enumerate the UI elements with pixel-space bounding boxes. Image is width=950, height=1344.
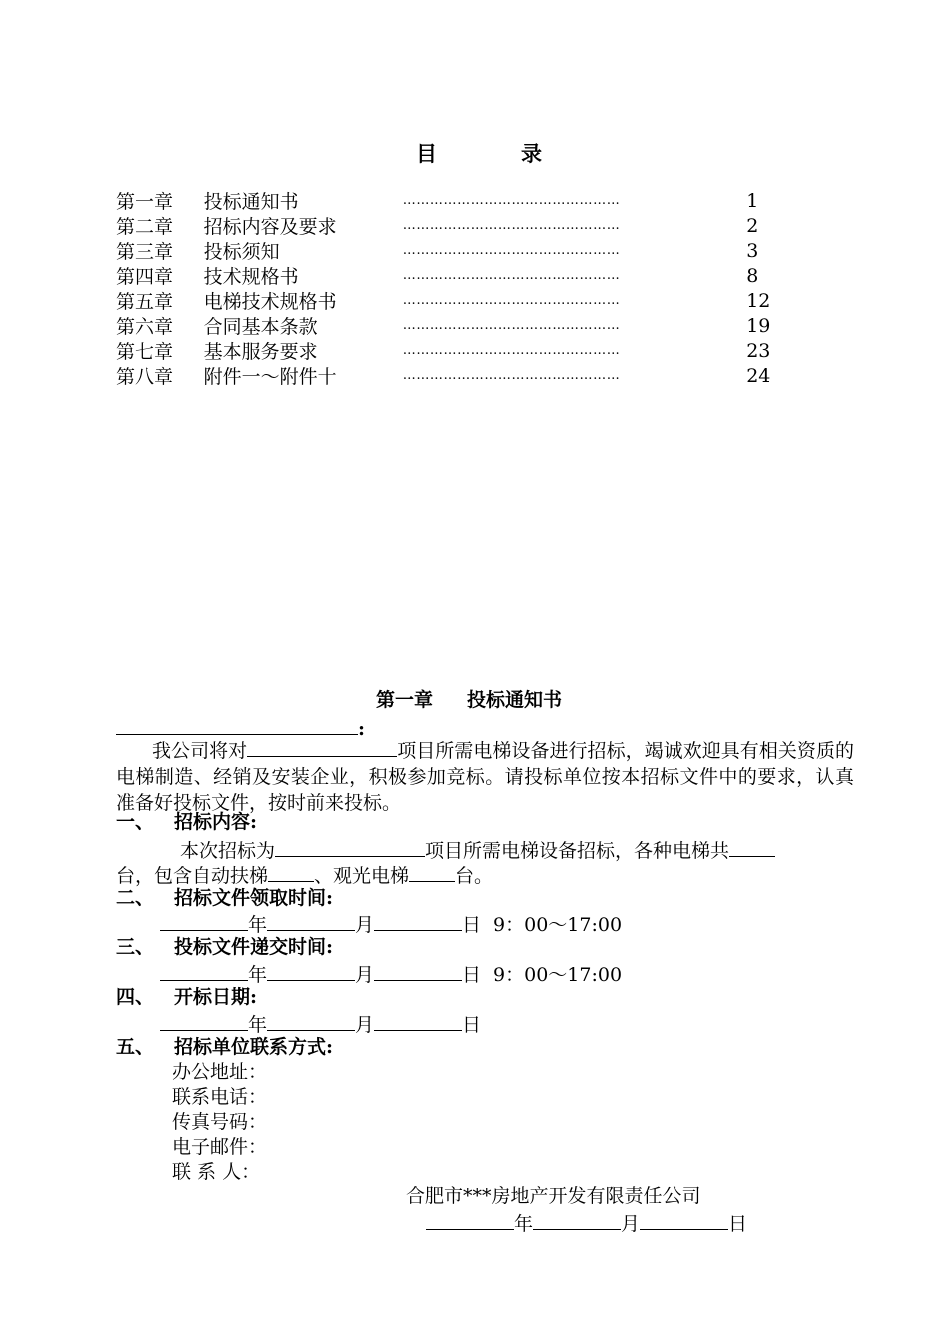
addressee-colon: :	[358, 718, 366, 740]
s1-total-blank	[729, 836, 775, 857]
section-2-date-line	[160, 910, 622, 938]
section-4-date-line	[160, 1010, 481, 1038]
sig-month: 月	[621, 1213, 641, 1235]
s1-text-e: 台。	[455, 865, 494, 887]
s3-month: 月	[355, 964, 375, 986]
toc-page-number: 3	[746, 239, 759, 262]
s1-text-a: 本次招标为	[180, 840, 276, 862]
s2-time: 9：00～17:00	[493, 914, 623, 936]
section-2-number: 二、	[116, 887, 155, 909]
section-1-line-1	[180, 836, 775, 864]
s3-time: 9：00～17:00	[493, 964, 623, 986]
s3-month-blank	[267, 960, 355, 981]
signature-date-line	[426, 1209, 747, 1237]
toc-row	[116, 363, 796, 388]
project-blank	[247, 736, 397, 757]
s1-text-c: 台，包含自动扶梯	[116, 865, 269, 887]
contact-address: 办公地址：	[172, 1061, 268, 1083]
section-4-title: 开标日期:	[174, 986, 258, 1008]
section-2-title: 招标文件领取时间:	[174, 887, 334, 909]
intro-paragraph	[116, 736, 854, 816]
section-4-heading	[116, 985, 257, 1010]
addressee-blank	[116, 714, 358, 735]
section-5-title: 招标单位联系方式:	[174, 1036, 334, 1058]
toc-page-number: 24	[746, 364, 771, 387]
toc-chapter-name: 技术规格书	[203, 266, 299, 288]
s2-month: 月	[355, 914, 375, 936]
toc-chapter: 第七章	[116, 341, 174, 363]
s2-year-blank	[160, 910, 248, 931]
section-3-title: 投标文件递交时间:	[174, 936, 334, 958]
toc-leader-dots: …………………………………………	[402, 243, 621, 258]
toc-page-number: 12	[746, 289, 771, 312]
section-5-number: 五、	[116, 1036, 155, 1058]
toc-chapter: 第二章	[116, 216, 174, 238]
toc-chapter: 第八章	[116, 366, 174, 388]
chapter-title-number: 第一章	[376, 689, 434, 711]
s2-month-blank	[267, 910, 355, 931]
s3-year-blank	[160, 960, 248, 981]
s2-day-blank	[374, 910, 462, 931]
toc-leader-dots: …………………………………………	[402, 218, 621, 233]
toc-chapter-name: 招标内容及要求	[203, 216, 337, 238]
s4-month: 月	[355, 1014, 375, 1036]
toc-chapter: 第五章	[116, 291, 174, 313]
intro-text-a: 我公司将对	[152, 740, 248, 762]
intro-text-b: 项目所需电梯设备进行招标，竭诚欢迎具有相关资质的电梯制造、经销及安装企业，积极参加竞标。请投标单位按本招标文件中的要求，认真准备好投标文件，按时前来投标。	[116, 740, 854, 814]
toc-row	[116, 213, 796, 238]
toc-chapter-name: 投标通知书	[203, 191, 299, 213]
contact-person: 联 系 人：	[172, 1161, 261, 1183]
toc-row	[116, 188, 796, 213]
toc-row	[116, 288, 796, 313]
chapter-title	[376, 685, 562, 712]
toc-page-number: 1	[746, 189, 759, 212]
toc-page-number: 23	[746, 339, 771, 362]
s2-year: 年	[248, 914, 268, 936]
toc-list	[116, 188, 796, 388]
s2-day: 日	[462, 914, 482, 936]
section-3-date-line	[160, 960, 622, 988]
toc-page-number: 8	[746, 264, 759, 287]
s1-project-blank	[275, 836, 425, 857]
toc-leader-dots: …………………………………………	[402, 343, 621, 358]
section-1-title: 招标内容:	[174, 811, 258, 833]
s4-month-blank	[267, 1010, 355, 1031]
toc-row	[116, 238, 796, 263]
toc-chapter: 第六章	[116, 316, 174, 338]
toc-chapter: 第一章	[116, 191, 174, 213]
contact-fax: 传真号码：	[172, 1111, 268, 1133]
chapter-title-name: 投标通知书	[467, 689, 563, 711]
toc-leader-dots: …………………………………………	[402, 293, 621, 308]
contact-email: 电子邮件：	[172, 1136, 268, 1158]
sig-day-blank	[640, 1209, 728, 1230]
toc-chapter-name: 电梯技术规格书	[203, 291, 337, 313]
sig-month-blank	[533, 1209, 621, 1230]
contact-phone: 联系电话：	[172, 1086, 268, 1108]
toc-title-a: 目	[416, 141, 437, 166]
s3-day-blank	[374, 960, 462, 981]
s4-year: 年	[248, 1014, 268, 1036]
toc-row	[116, 263, 796, 288]
s4-year-blank	[160, 1010, 248, 1031]
toc-leader-dots: …………………………………………	[402, 318, 621, 333]
toc-page-number: 2	[746, 214, 759, 237]
section-1-number: 一、	[116, 811, 155, 833]
toc-leader-dots: …………………………………………	[402, 193, 621, 208]
section-1-line-2	[116, 861, 493, 889]
toc-chapter-name: 合同基本条款	[203, 316, 318, 338]
s1-text-b: 项目所需电梯设备招标，各种电梯共	[425, 840, 730, 862]
section-3-number: 三、	[116, 936, 155, 958]
sig-day: 日	[728, 1213, 748, 1235]
s4-day: 日	[462, 1014, 482, 1036]
toc-chapter-name: 基本服务要求	[203, 341, 318, 363]
toc-leader-dots: …………………………………………	[402, 268, 621, 283]
section-5-heading	[116, 1035, 333, 1060]
s3-year: 年	[248, 964, 268, 986]
toc-chapter: 第四章	[116, 266, 174, 288]
s1-sightseeing-blank	[409, 861, 455, 882]
s1-text-d: 、观光电梯	[314, 865, 410, 887]
company-name: 合肥市***房地产开发有限责任公司	[406, 1185, 701, 1207]
sig-year-blank	[426, 1209, 514, 1230]
toc-row	[116, 338, 796, 363]
s4-day-blank	[374, 1010, 462, 1031]
toc-title	[416, 138, 542, 168]
toc-title-b: 录	[521, 141, 542, 166]
section-2-heading	[116, 886, 333, 911]
s1-escalator-blank	[268, 861, 314, 882]
s3-day: 日	[462, 964, 482, 986]
toc-chapter: 第三章	[116, 241, 174, 263]
toc-leader-dots: …………………………………………	[402, 368, 621, 383]
section-1-heading	[116, 810, 257, 835]
toc-row	[116, 313, 796, 338]
contact-list	[172, 1060, 267, 1185]
toc-chapter-name: 投标须知	[203, 241, 280, 263]
toc-page-number: 19	[746, 314, 771, 337]
toc-chapter-name: 附件一～附件十	[203, 366, 337, 388]
sig-year: 年	[514, 1213, 534, 1235]
section-4-number: 四、	[116, 986, 155, 1008]
section-3-heading	[116, 935, 333, 960]
